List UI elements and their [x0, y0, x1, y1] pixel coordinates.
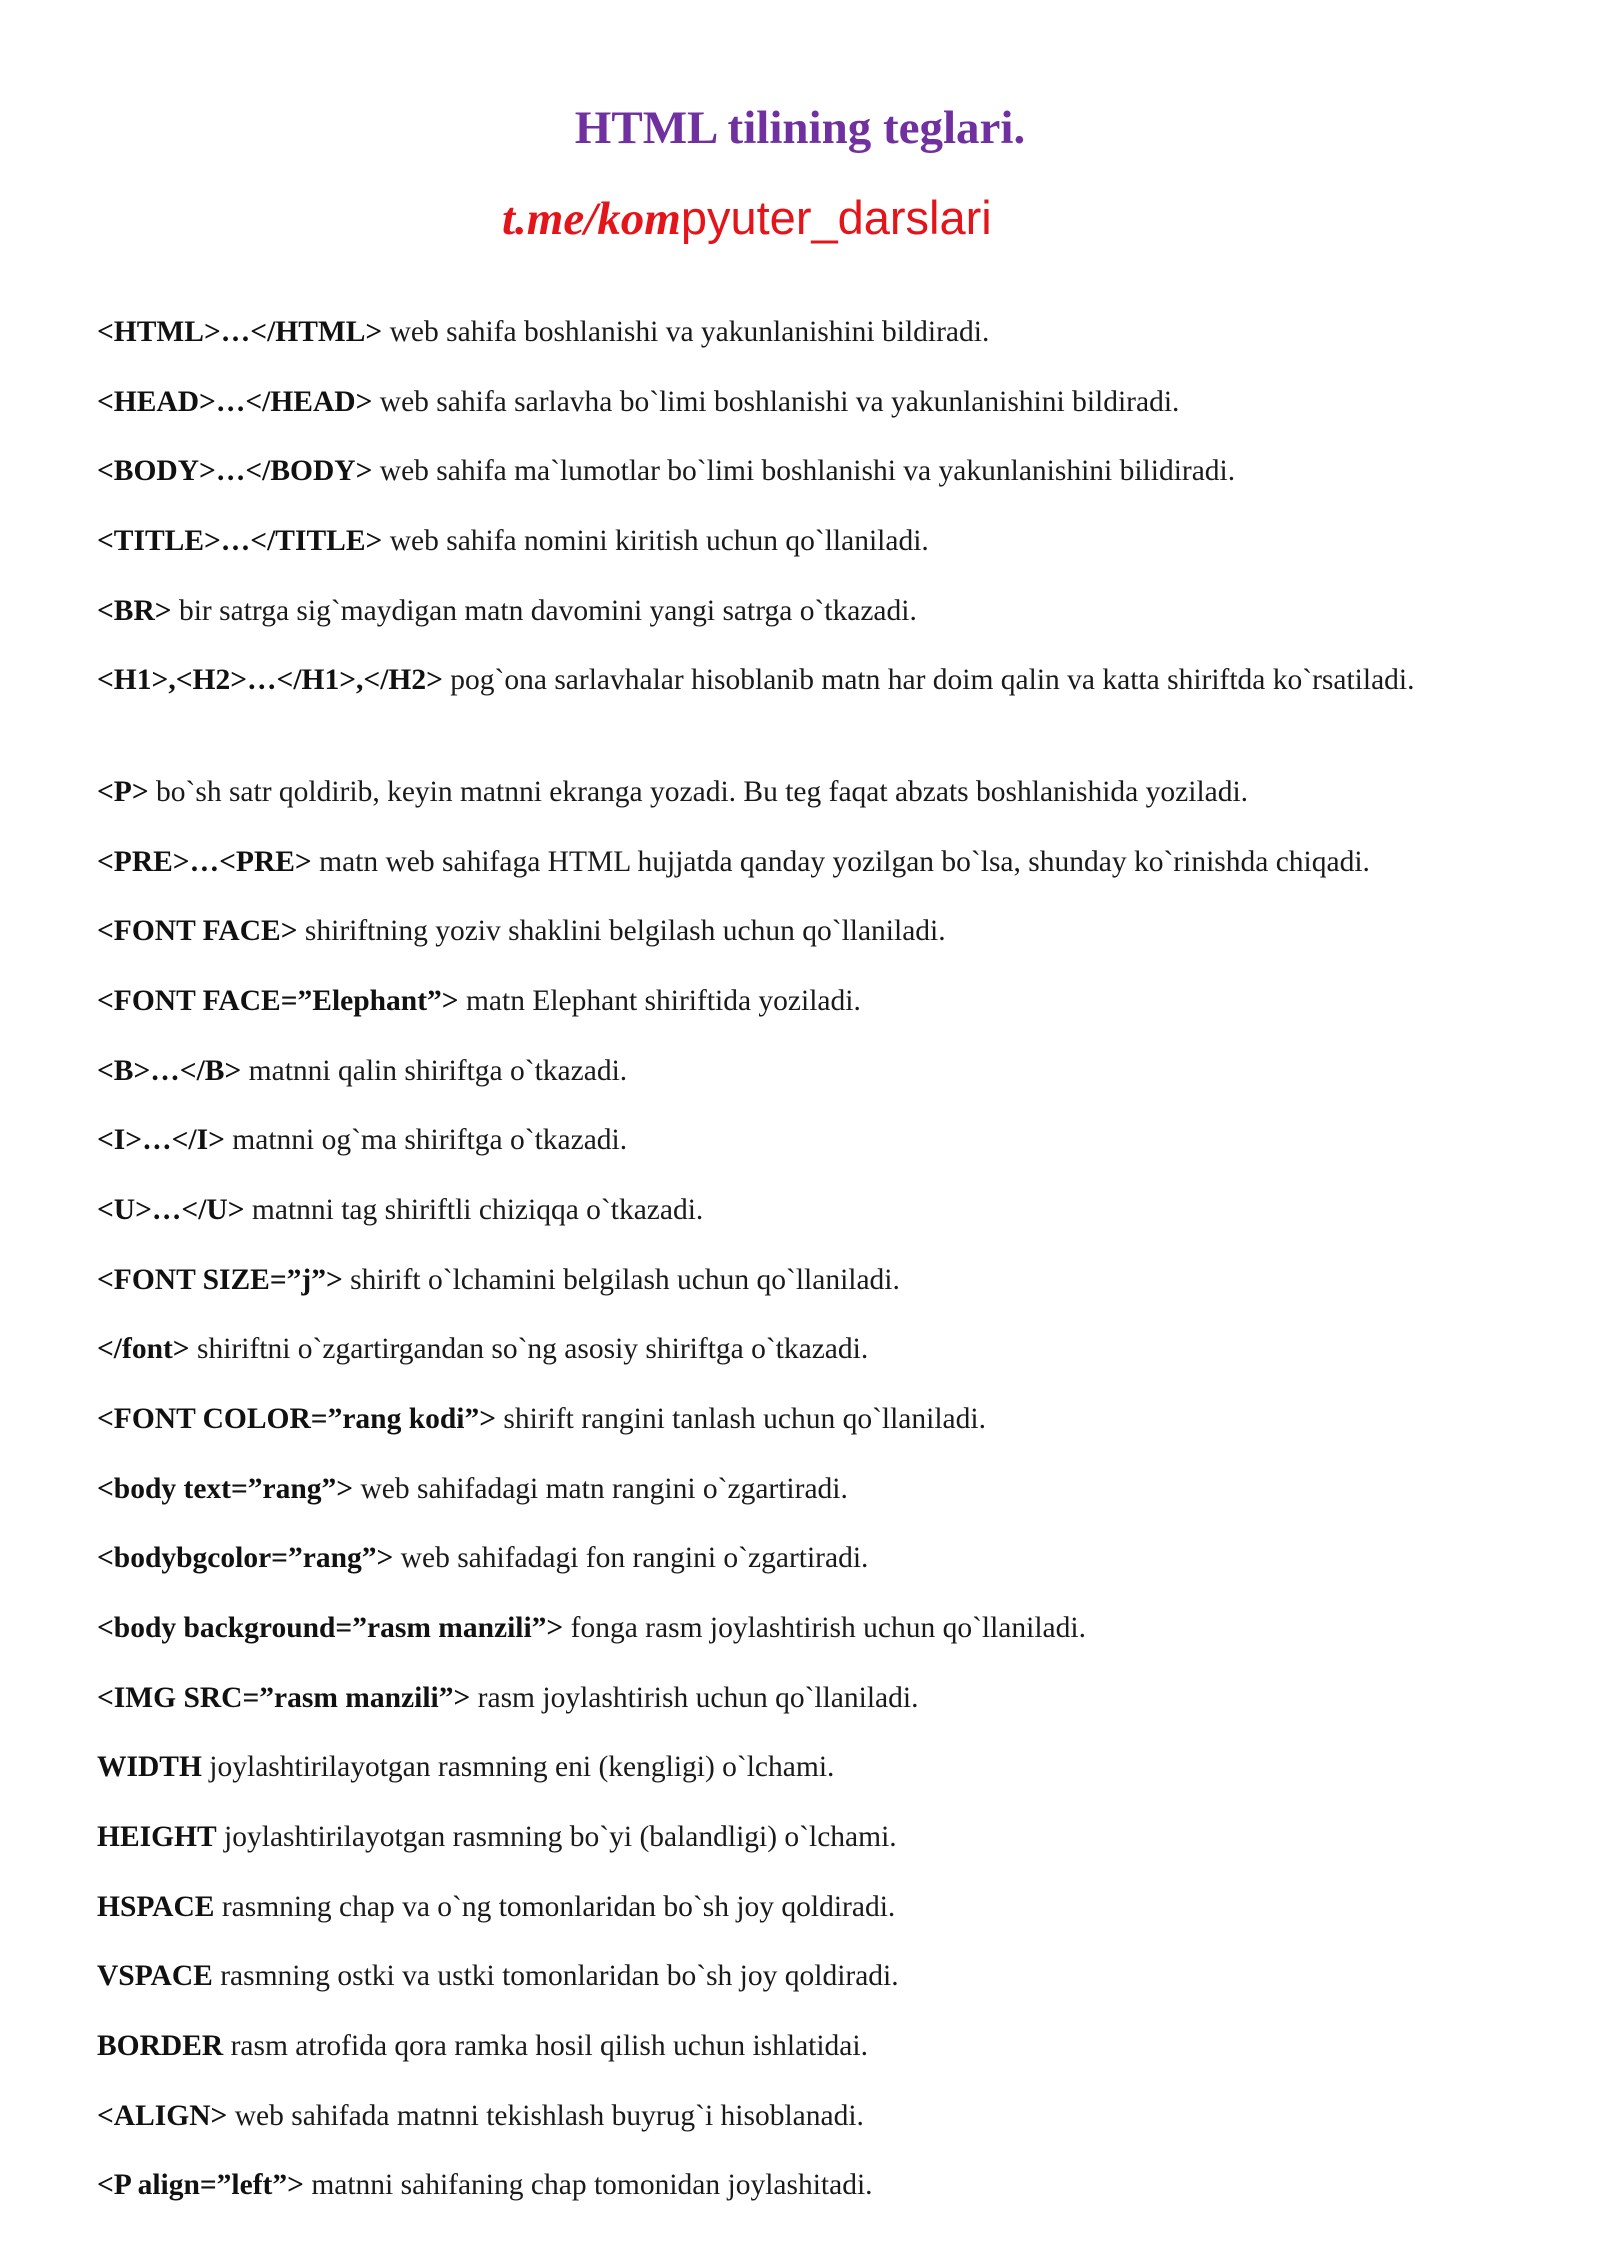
list-item — [97, 1398, 1517, 1440]
tag-name: <FONT FACE=”Elephant”> — [97, 984, 459, 1017]
list-item — [97, 1259, 1517, 1301]
list-item — [97, 1328, 1517, 1370]
tag-description: matn Elephant shiriftida yoziladi. — [458, 984, 861, 1017]
tag-description: fonga rasm joylashtirish uchun qo`llaniladi. — [563, 1611, 1086, 1644]
tag-name: <bodybgcolor=”rang”> — [97, 1541, 394, 1574]
tag-description: shiriftning yoziv shaklini belgilash uchun qo`llaniladi. — [297, 914, 946, 947]
tag-name: <P align=”left”> — [97, 2168, 304, 2201]
tag-name: <I>…</I> — [97, 1123, 225, 1156]
tag-description: matnni og`ma shiriftga o`tkazadi. — [224, 1123, 628, 1156]
link-part-1: t.me/kom — [502, 193, 681, 245]
list-item — [97, 2095, 1517, 2137]
tag-description: joylashtirilayotgan rasmning eni (kengligi) o`lchami. — [201, 1750, 835, 1783]
tag-description: matnni tag shiriftli chiziqqa o`tkazadi. — [244, 1193, 704, 1226]
tag-description: bo`sh satr qoldirib, keyin matnni ekranga yozadi. Bu teg faqat abzats boshlanishida yoziladi. — [148, 775, 1249, 808]
tag-description: joylashtirilayotgan rasmning bo`yi (balandligi) o`lchami. — [216, 1820, 897, 1853]
tag-description: bir satrga sig`maydigan matn davomini yangi satrga o`tkazadi. — [171, 594, 917, 627]
page-title: HTML tilining teglari. — [574, 102, 1026, 154]
tag-name: <body text=”rang”> — [97, 1472, 354, 1505]
tag-name: <HTML>…</HTML> — [97, 315, 383, 348]
tag-name: <FONT SIZE=”j”> — [97, 1263, 343, 1296]
tag-name: WIDTH — [97, 1750, 202, 1783]
tag-description: shirift o`lchamini belgilash uchun qo`llaniladi. — [342, 1263, 900, 1296]
tag-name: <ALIGN> — [97, 2099, 228, 2132]
tag-name: HEIGHT — [97, 1820, 217, 1853]
list-item — [97, 590, 1517, 632]
tag-description: rasmning ostki va ustki tomonlaridan bo`sh joy qoldiradi. — [212, 1959, 899, 1992]
list-item — [97, 1468, 1517, 1510]
tag-name: <BODY>…</BODY> — [97, 454, 373, 487]
tag-name: <TITLE>…</TITLE> — [97, 524, 383, 557]
tag-name: HSPACE — [97, 1890, 215, 1923]
list-item — [97, 450, 1517, 492]
tag-name: <FONT FACE> — [97, 914, 298, 947]
tag-description: rasm joylashtirish uchun qo`llaniladi. — [470, 1681, 919, 1714]
tag-description: pog`ona sarlavhalar hisoblanib matn har doim qalin va katta shiriftda ko`rsatiladi. — [442, 663, 1415, 696]
tag-description: matnni qalin shiriftga o`tkazadi. — [241, 1054, 628, 1087]
list-item — [97, 520, 1517, 562]
tag-description: web sahifa nomini kiritish uchun qo`llaniladi. — [382, 524, 929, 557]
tag-description: web sahifada matnni tekishlash buyrug`i hisoblanadi. — [227, 2099, 864, 2132]
list-item — [97, 1537, 1517, 1579]
list-item — [97, 1050, 1517, 1092]
list-item — [97, 841, 1517, 883]
tag-name: <HEAD>…</HEAD> — [97, 385, 373, 418]
list-item — [97, 2164, 1517, 2206]
tag-name: <BR> — [97, 594, 172, 627]
tag-description: shirift rangini tanlash uchun qo`llaniladi. — [496, 1402, 986, 1435]
list-item — [97, 1607, 1517, 1649]
tag-name: <PRE>…<PRE> — [97, 845, 312, 878]
tag-name: <FONT COLOR=”rang kodi”> — [97, 1402, 497, 1435]
tag-description: web sahifadagi matn rangini o`zgartiradi. — [353, 1472, 848, 1505]
list-item — [97, 910, 1517, 952]
tag-name: <U>…</U> — [97, 1193, 245, 1226]
list-item — [97, 980, 1517, 1022]
tag-name: </font> — [97, 1332, 190, 1365]
tag-description: web sahifa sarlavha bo`limi boshlanishi va yakunlanishini bildiradi. — [372, 385, 1180, 418]
list-item — [97, 381, 1517, 423]
tag-name: <IMG SRC=”rasm manzili”> — [97, 1681, 471, 1714]
tag-name: <H1>,<H2>…</H1>,</H2> — [97, 663, 443, 696]
tag-name: VSPACE — [97, 1959, 213, 1992]
list-item — [97, 1886, 1517, 1928]
list-item — [97, 1746, 1517, 1788]
list-item — [97, 659, 1517, 701]
tag-name: <body background=”rasm manzili”> — [97, 1611, 564, 1644]
tag-description: web sahifa ma`lumotlar bo`limi boshlanishi va yakunlanishini bilidiradi. — [372, 454, 1236, 487]
tag-description: matn web sahifaga HTML hujjatda qanday yozilgan bo`lsa, shunday ko`rinishda chiqadi. — [311, 845, 1370, 878]
list-item — [97, 1677, 1517, 1719]
link-part-2: pyuter_darslari — [680, 191, 992, 244]
tag-name: <P> — [97, 775, 149, 808]
telegram-link[interactable] — [502, 188, 992, 249]
list-item — [97, 1955, 1517, 1997]
list-item — [97, 1816, 1517, 1858]
tag-name: BORDER — [97, 2029, 224, 2062]
list-item — [97, 771, 1517, 813]
tag-description: shiriftni o`zgartirgandan so`ng asosiy shiriftga o`tkazadi. — [189, 1332, 869, 1365]
list-item — [97, 1189, 1517, 1231]
tag-description: web sahifadagi fon rangini o`zgartiradi. — [393, 1541, 869, 1574]
tag-name: <B>…</B> — [97, 1054, 242, 1087]
tag-description: rasm atrofida qora ramka hosil qilish uchun ishlatidai. — [223, 2029, 868, 2062]
tag-description: web sahifa boshlanishi va yakunlanishini bildiradi. — [382, 315, 990, 348]
list-item — [97, 2025, 1517, 2067]
tag-description: rasmning chap va o`ng tomonlaridan bo`sh joy qoldiradi. — [214, 1890, 896, 1923]
list-item — [97, 311, 1517, 353]
list-item — [97, 1119, 1517, 1161]
tag-description: matnni sahifaning chap tomonidan joylashitadi. — [303, 2168, 873, 2201]
